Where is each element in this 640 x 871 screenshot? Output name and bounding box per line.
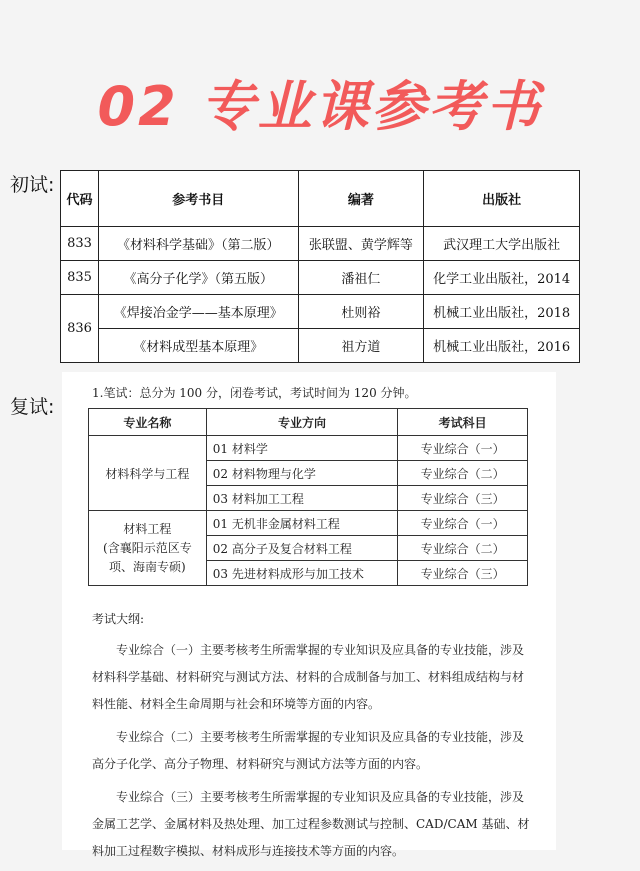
cell-book: 《高分子化学》（第五版）: [98, 261, 298, 295]
cell-direction: 03 先进材料成形与加工技术: [206, 561, 397, 586]
retest-card: [62, 372, 556, 858]
first-exam-label: 初试:: [10, 174, 55, 196]
table-row: [61, 329, 580, 363]
table-row: [89, 511, 528, 536]
cell-code: 833: [61, 227, 99, 261]
cell-subject: 专业综合（二）: [398, 536, 528, 561]
table-row: [61, 261, 580, 295]
cell-code: 836: [61, 295, 99, 363]
reference-books-table: [60, 170, 580, 363]
cell-subject: 专业综合（二）: [398, 461, 528, 486]
exam-outline: [92, 610, 532, 871]
header-major: 专业名称: [89, 409, 207, 436]
cell-direction: 01 无机非金属材料工程: [206, 511, 397, 536]
cell-publisher: 机械工业出版社，2016: [424, 329, 580, 363]
outline-heading: 考试大纲:: [92, 612, 145, 626]
cell-book: 《焊接冶金学——基本原理》: [98, 295, 298, 329]
cell-direction: 01 材料学: [206, 436, 397, 461]
cell-direction: 02 材料物理与化学: [206, 461, 397, 486]
cell-major: 材料科学与工程: [89, 436, 207, 511]
cell-book: 《材料成型基本原理》: [98, 329, 298, 363]
cell-subject: 专业综合（三）: [398, 486, 528, 511]
header-subject: 考试科目: [398, 409, 528, 436]
header-author: 编著: [298, 171, 424, 227]
header-code: 代码: [61, 171, 99, 227]
cell-publisher: 武汉理工大学出版社: [424, 227, 580, 261]
reference-books-card: [60, 170, 580, 362]
cell-author: 杜则裕: [298, 295, 424, 329]
exam-note: 1.笔试：总分为 100 分，闭卷考试，考试时间为 120 分钟。: [92, 386, 417, 400]
table-row: [61, 227, 580, 261]
outline-paragraph: 专业综合（三）主要考核考生所需掌握的专业知识及应具备的专业技能，涉及金属工艺学、金属材料及热处理、加工过程参数测试与控制、CAD/CAM 基础、材料加工过程数字模拟、材料成形与连接技术等方面的内容。: [92, 790, 530, 858]
cell-book: 《材料科学基础》（第二版）: [98, 227, 298, 261]
outline-paragraph: 专业综合（二）主要考核考生所需掌握的专业知识及应具备的专业技能，涉及高分子化学、高分子物理、材料研究与测试方法等方面的内容。: [92, 730, 525, 771]
cell-code: 835: [61, 261, 99, 295]
cell-major: 材料工程 (含襄阳示范区专项、海南专硕): [89, 511, 207, 586]
cell-publisher: 机械工业出版社，2018: [424, 295, 580, 329]
retest-subjects-table: [88, 408, 528, 586]
table-row: [89, 436, 528, 461]
cell-subject: 专业综合（一）: [398, 511, 528, 536]
header-publisher: 出版社: [424, 171, 580, 227]
second-exam-label: 复试:: [10, 396, 55, 418]
table-row: [61, 295, 580, 329]
cell-author: 潘祖仁: [298, 261, 424, 295]
cell-author: 张联盟、黄学辉等: [298, 227, 424, 261]
cell-subject: 专业综合（三）: [398, 561, 528, 586]
outline-paragraph: 专业综合（一）主要考核考生所需掌握的专业知识及应具备的专业技能，涉及材料科学基础、材料研究与测试方法、材料的合成制备与加工、材料组成结构与材料性能、材料全生命周期与社会和环境等方面的内容。: [92, 643, 525, 711]
header-book: 参考书目: [98, 171, 298, 227]
cell-direction: 02 高分子及复合材料工程: [206, 536, 397, 561]
cell-direction: 03 材料加工工程: [206, 486, 397, 511]
cell-publisher: 化学工业出版社，2014: [424, 261, 580, 295]
header-direction: 专业方向: [206, 409, 397, 436]
cell-author: 祖方道: [298, 329, 424, 363]
cell-subject: 专业综合（一）: [398, 436, 528, 461]
page-title: 02 专业课参考书: [97, 75, 543, 138]
